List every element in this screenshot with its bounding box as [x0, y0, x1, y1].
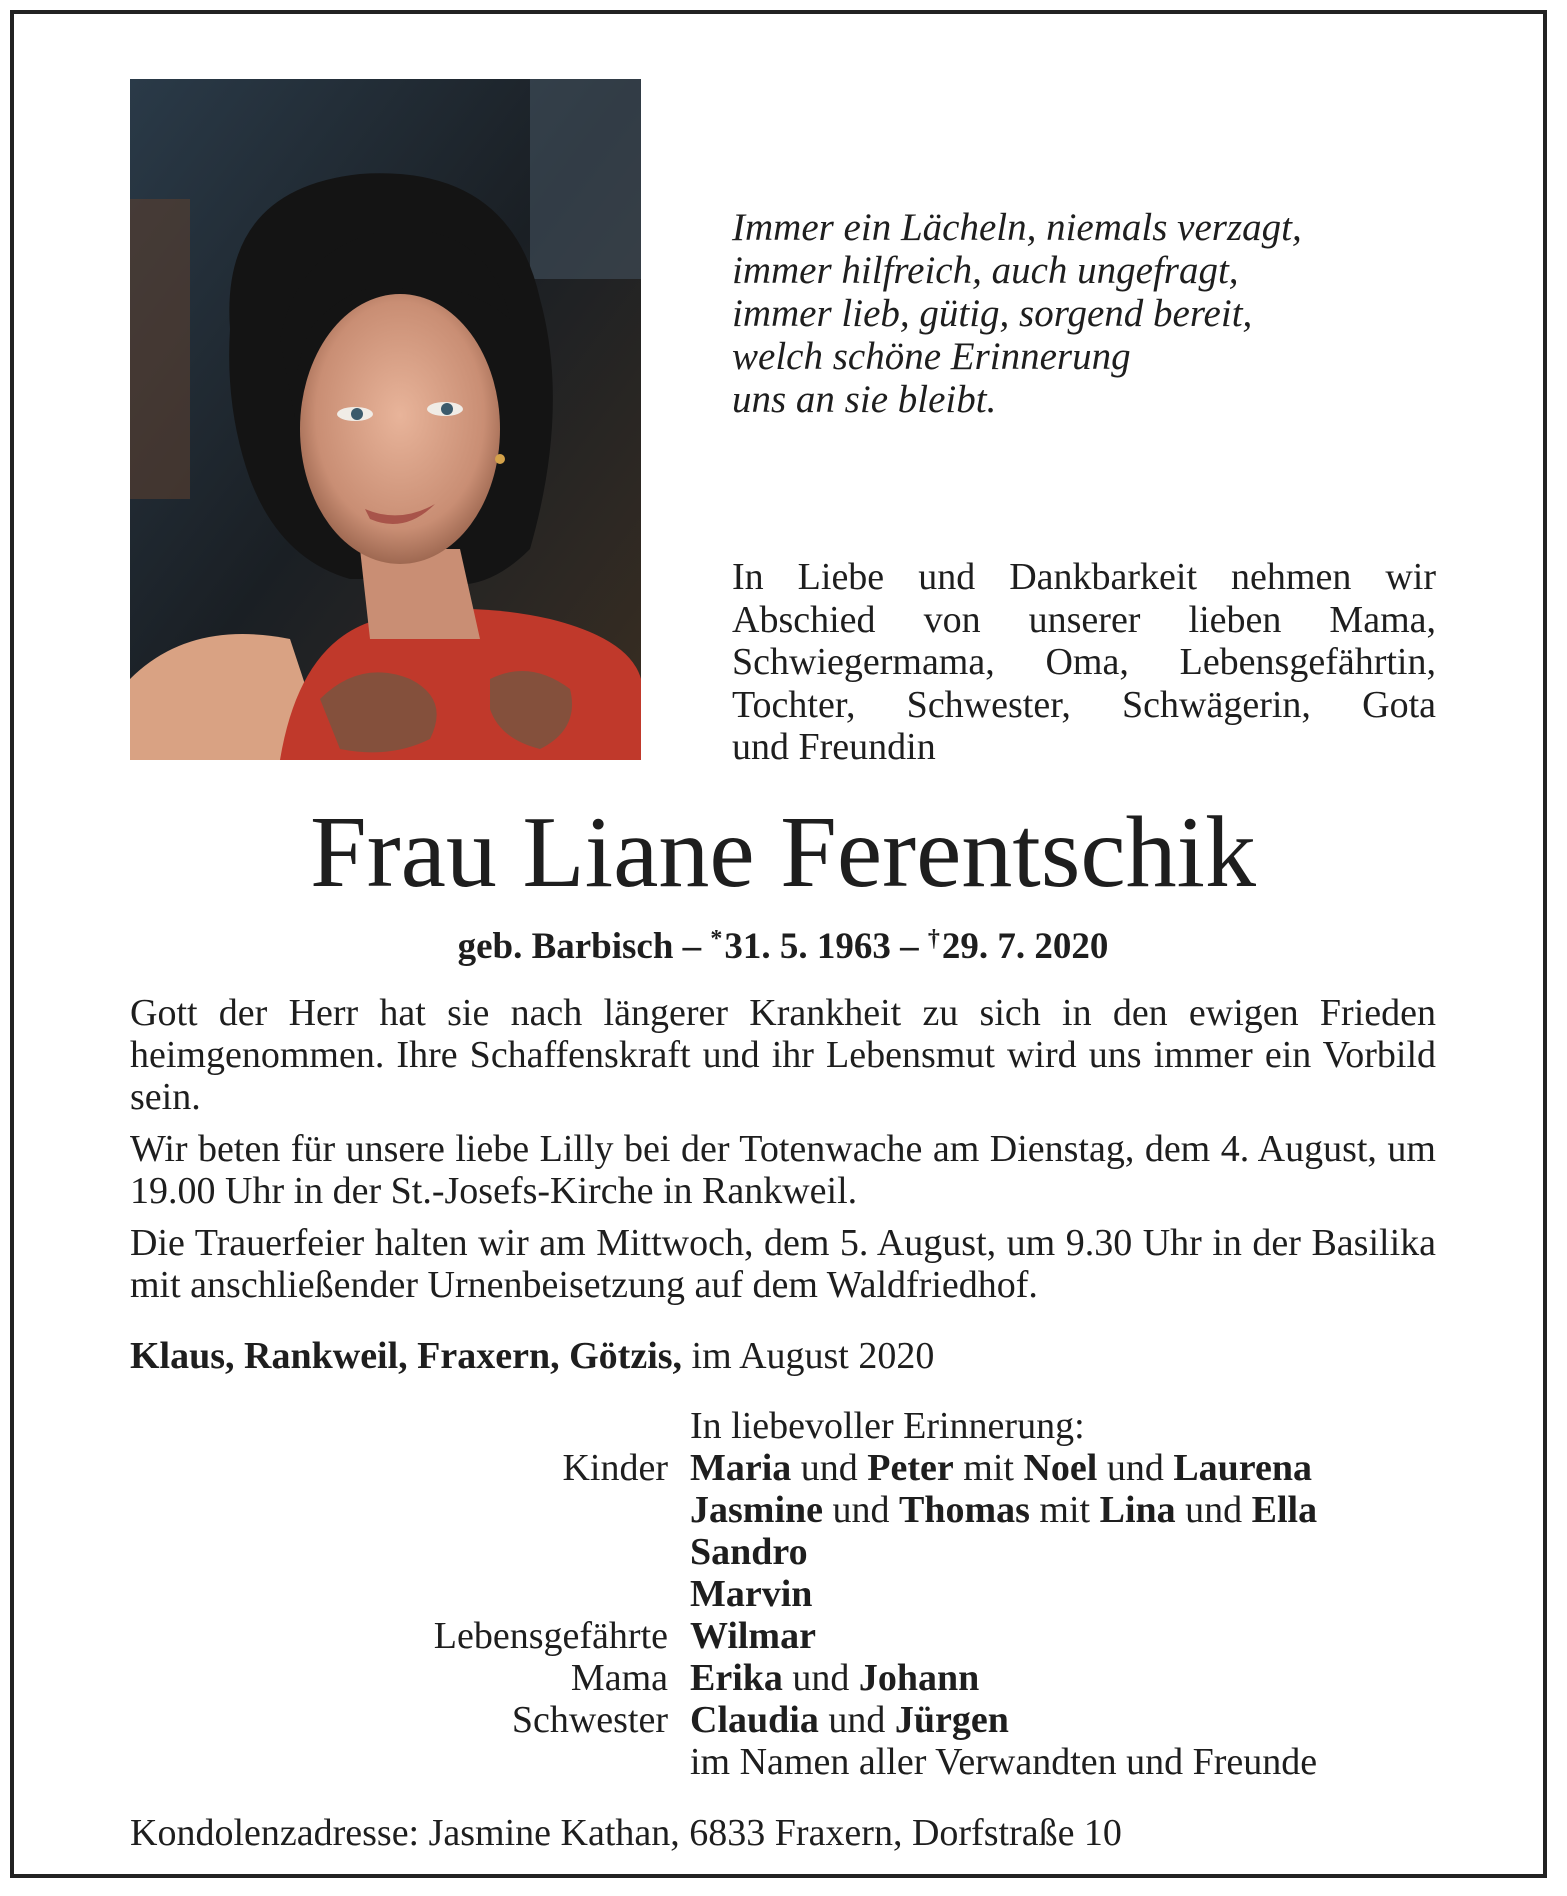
- condolence-address: Kondolenzadresse: Jasmine Kathan, 6833 Fraxern, Dorfstraße 10: [130, 1812, 1122, 1854]
- separator: –: [682, 926, 702, 967]
- family-names: Wilmar: [690, 1615, 816, 1657]
- family-names: Marvin: [690, 1573, 813, 1615]
- poem: [732, 206, 1432, 421]
- month-year: im August 2020: [691, 1335, 935, 1377]
- intro-line: Schwiegermama, Oma, Lebensgefährtin,: [732, 641, 1436, 683]
- death-date: 29. 7. 2020: [941, 926, 1109, 967]
- role-label: Mama: [570, 1657, 668, 1699]
- place-date-line: [130, 1335, 1436, 1377]
- deceased-name: Frau Liane Ferentschik: [309, 796, 1257, 909]
- family-closing: im Namen aller Verwandten und Freunde: [690, 1741, 1318, 1783]
- family-names: Claudia und Jürgen: [690, 1699, 1009, 1741]
- intro-line: und Freundin: [732, 726, 936, 768]
- poem-line: uns an sie bleibt.: [732, 378, 997, 421]
- birth-symbol: *: [710, 926, 723, 952]
- family-names: Maria und Peter mit Noel und Laurena: [690, 1447, 1312, 1489]
- poem-line: immer lieb, gütig, sorgend bereit,: [732, 292, 1253, 335]
- paragraph: Die Trauerfeier halten wir am Mittwoch, dem 5. August, um 9.30 Uhr in der Basilika mit anschließender Urnenbeisetzung auf dem Waldfriedhof.: [130, 1222, 1436, 1306]
- family-names: Sandro: [690, 1531, 808, 1573]
- family-names: Erika und Johann: [690, 1657, 980, 1699]
- poem-line: immer hilfreich, auch ungefragt,: [732, 249, 1239, 292]
- birth-date: 31. 5. 1963: [724, 926, 891, 967]
- role-label: Lebensgefährte: [433, 1615, 668, 1657]
- portrait-photo: [130, 79, 641, 760]
- death-symbol: †: [927, 926, 940, 952]
- family-list: [130, 1405, 1436, 1783]
- intro-text: [732, 556, 1436, 769]
- family-heading: In liebevoller Erinnerung:: [690, 1405, 1085, 1447]
- family-names: Jasmine und Thomas mit Lina und Ella: [690, 1489, 1318, 1531]
- portrait-image: [130, 79, 641, 760]
- intro-line: In Liebe und Dankbarkeit nehmen wir: [732, 556, 1436, 598]
- separator: –: [900, 926, 919, 967]
- paragraph: Gott der Herr hat sie nach längerer Krankheit zu sich in den ewigen Frieden heimgenommen. Ihre Schaffenskraft und ihr Lebensmut wird uns immer ein Vorbild sein.: [130, 992, 1436, 1118]
- maiden-name: geb. Barbisch: [457, 926, 674, 967]
- towns: Klaus, Rankweil, Fraxern, Götzis,: [130, 1335, 683, 1377]
- intro-line: Tochter, Schwester, Schwägerin, Gota: [732, 683, 1436, 726]
- poem-line: welch schöne Erinnerung: [732, 335, 1131, 378]
- role-label: Schwester: [511, 1699, 668, 1741]
- intro-line: Abschied von unserer lieben Mama,: [732, 598, 1436, 641]
- role-label: Kinder: [562, 1447, 668, 1489]
- body-text: [130, 992, 1436, 1316]
- life-dates: [130, 917, 1436, 969]
- paragraph: Wir beten für unsere liebe Lilly bei der Totenwache am Dienstag, dem 4. August, um 19.00 Uhr in der St.-Josefs-Kirche in Rankweil.: [130, 1128, 1436, 1212]
- poem-line: Immer ein Lächeln, niemals verzagt,: [732, 206, 1302, 249]
